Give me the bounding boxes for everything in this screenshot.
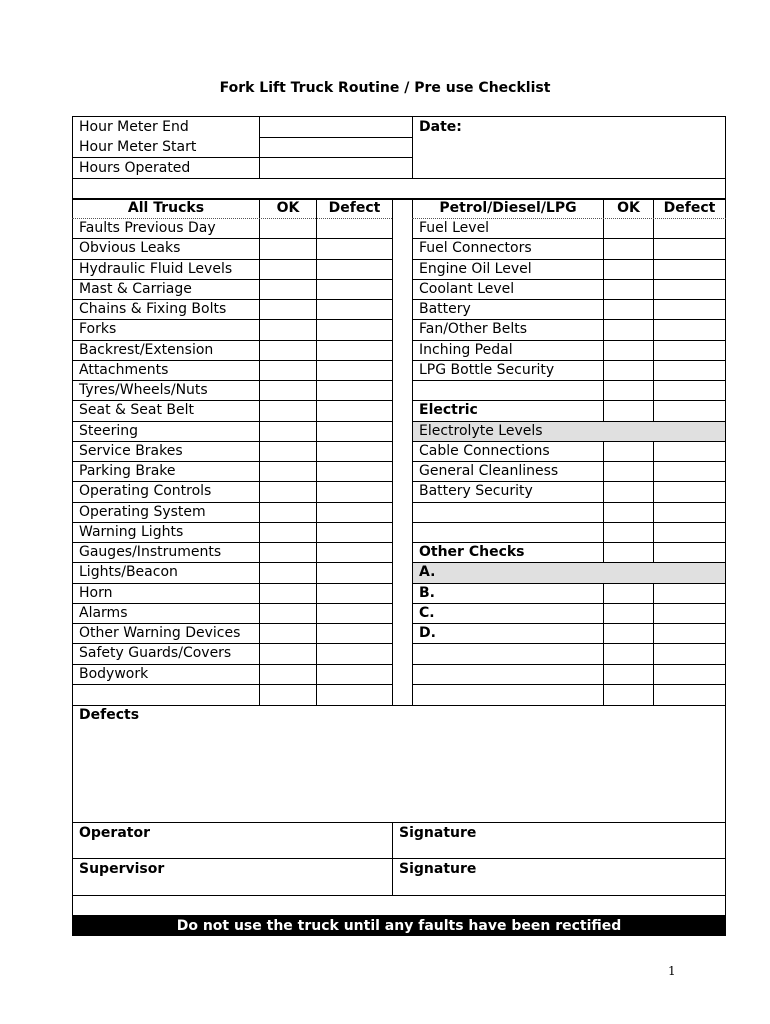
right-defect-cell[interactable] bbox=[654, 643, 725, 663]
all-trucks-defect-cell[interactable] bbox=[317, 522, 392, 542]
right-defect-cell[interactable] bbox=[654, 562, 725, 582]
all-trucks-item: Horn bbox=[79, 584, 113, 601]
right-ok-cell[interactable] bbox=[604, 299, 653, 319]
all-trucks-ok-cell[interactable] bbox=[260, 360, 316, 380]
right-ok-cell[interactable] bbox=[604, 319, 653, 339]
all-trucks-item: Faults Previous Day bbox=[79, 220, 216, 236]
all-trucks-defect-cell[interactable] bbox=[317, 218, 392, 238]
right-ok-cell[interactable] bbox=[604, 542, 653, 562]
all-trucks-item: Parking Brake bbox=[79, 463, 176, 479]
right-ok-cell[interactable] bbox=[604, 259, 653, 279]
other-check-item: A. bbox=[419, 564, 436, 581]
electric-item: Cable Connections bbox=[419, 442, 550, 459]
all-trucks-item: Steering bbox=[79, 422, 139, 439]
date-label: Date: bbox=[419, 119, 462, 135]
all-trucks-item: Seat & Seat Belt bbox=[79, 402, 195, 419]
all-trucks-item: Other Warning Devices bbox=[79, 625, 241, 641]
all-trucks-ok-cell[interactable] bbox=[260, 481, 316, 501]
right-ok-cell[interactable] bbox=[604, 400, 653, 420]
right-defect-cell[interactable] bbox=[654, 259, 725, 279]
right-defect-cell[interactable] bbox=[654, 279, 725, 299]
right-defect-cell[interactable] bbox=[654, 502, 725, 522]
right-ok-cell[interactable] bbox=[604, 238, 653, 258]
right-ok-cell[interactable] bbox=[604, 522, 653, 542]
all-trucks-defect-cell[interactable] bbox=[317, 340, 392, 360]
all-trucks-item: Attachments bbox=[79, 361, 169, 378]
all-trucks-item: Lights/Beacon bbox=[79, 564, 178, 581]
hour-meter-end-label: Hour Meter End bbox=[79, 119, 189, 135]
right-ok-cell[interactable] bbox=[604, 279, 653, 299]
all-trucks-ok-cell[interactable] bbox=[260, 421, 316, 441]
all-trucks-item: Warning Lights bbox=[79, 523, 184, 540]
all-trucks-item: Gauges/Instruments bbox=[79, 544, 222, 560]
all-trucks-defect-cell[interactable] bbox=[317, 400, 392, 420]
petrol-item: LPG Bottle Security bbox=[419, 361, 555, 378]
right-ok-cell[interactable] bbox=[604, 623, 653, 643]
other-check-item: C. bbox=[419, 604, 435, 621]
all-trucks-ok-cell[interactable] bbox=[260, 259, 316, 279]
right-defect-cell[interactable] bbox=[654, 481, 725, 501]
all-trucks-ok-cell[interactable] bbox=[260, 643, 316, 663]
petrol-item: Coolant Level bbox=[419, 280, 515, 297]
all-trucks-item: Bodywork bbox=[79, 665, 149, 682]
other-checks-header: Other Checks bbox=[419, 544, 525, 560]
right-ok-cell[interactable] bbox=[604, 421, 653, 441]
petrol-item: Fan/Other Belts bbox=[419, 321, 528, 338]
right-defect-cell[interactable] bbox=[654, 340, 725, 360]
all-trucks-defect-cell[interactable] bbox=[317, 562, 392, 582]
right-ok-cell[interactable] bbox=[604, 441, 653, 461]
all-trucks-ok-cell[interactable] bbox=[260, 400, 316, 420]
all-trucks-defect-cell[interactable] bbox=[317, 259, 392, 279]
all-trucks-defect-cell[interactable] bbox=[317, 481, 392, 501]
all-trucks-header: All Trucks bbox=[127, 200, 205, 216]
all-trucks-defect-cell[interactable] bbox=[317, 279, 392, 299]
electric-item: General Cleanliness bbox=[419, 463, 559, 479]
right-defect-cell[interactable] bbox=[654, 360, 725, 380]
operator-label: Operator bbox=[79, 825, 150, 841]
all-trucks-ok-cell[interactable] bbox=[260, 340, 316, 360]
date-field[interactable] bbox=[413, 137, 725, 177]
all-trucks-defect-cell[interactable] bbox=[317, 502, 392, 522]
electric-header: Electric bbox=[419, 402, 478, 419]
right-ok-cell[interactable] bbox=[604, 360, 653, 380]
hour-meter-end-field[interactable] bbox=[260, 117, 412, 137]
page-number: 1 bbox=[668, 964, 676, 978]
supervisor-label: Supervisor bbox=[79, 861, 165, 877]
all-trucks-ok-cell[interactable] bbox=[260, 461, 316, 481]
right-defect-cell[interactable] bbox=[654, 441, 725, 461]
all-trucks-defect-cell[interactable] bbox=[317, 623, 392, 643]
all-trucks-ok-cell[interactable] bbox=[260, 319, 316, 339]
right-defect-cell[interactable] bbox=[654, 664, 725, 684]
all-trucks-item: Backrest/Extension bbox=[79, 341, 214, 358]
petrol-item: Engine Oil Level bbox=[419, 260, 532, 277]
defects-label: Defects bbox=[79, 707, 140, 723]
electric-item: Battery Security bbox=[419, 483, 533, 500]
right-defect-cell[interactable] bbox=[654, 522, 725, 542]
right-ok-cell[interactable] bbox=[604, 502, 653, 522]
all-trucks-item: Forks bbox=[79, 321, 117, 338]
all-trucks-ok-cell[interactable] bbox=[260, 583, 316, 603]
right-ok-cell[interactable] bbox=[604, 481, 653, 501]
warning-banner: Do not use the truck until any faults have been rectified bbox=[72, 916, 726, 936]
right-defect-cell[interactable] bbox=[654, 623, 725, 643]
all-trucks-defect-cell[interactable] bbox=[317, 380, 392, 400]
petrol-header: Petrol/Diesel/LPG bbox=[439, 200, 577, 216]
hour-meter-start-label: Hour Meter Start bbox=[79, 139, 197, 155]
all-trucks-item: Service Brakes bbox=[79, 442, 183, 459]
all-trucks-ok-cell[interactable] bbox=[260, 542, 316, 562]
right-ok-cell[interactable] bbox=[604, 340, 653, 360]
all-trucks-defect-cell[interactable] bbox=[317, 664, 392, 684]
all-trucks-defect-cell[interactable] bbox=[317, 603, 392, 623]
all-trucks-defect-header: Defect bbox=[328, 200, 381, 216]
all-trucks-ok-header: OK bbox=[276, 200, 300, 216]
all-trucks-item: Chains & Fixing Bolts bbox=[79, 301, 227, 317]
all-trucks-item: Mast & Carriage bbox=[79, 280, 192, 297]
all-trucks-defect-cell[interactable] bbox=[317, 421, 392, 441]
petrol-item: Battery bbox=[419, 301, 471, 317]
all-trucks-defect-cell[interactable] bbox=[317, 542, 392, 562]
all-trucks-item: Operating Controls bbox=[79, 483, 212, 500]
right-defect-cell[interactable] bbox=[654, 400, 725, 420]
all-trucks-ok-cell[interactable] bbox=[260, 623, 316, 643]
hours-operated-label: Hours Operated bbox=[79, 160, 191, 176]
all-trucks-defect-cell[interactable] bbox=[317, 360, 392, 380]
supervisor-signature-label: Signature bbox=[399, 861, 477, 877]
right-ok-cell[interactable] bbox=[604, 461, 653, 481]
operator-signature-label: Signature bbox=[399, 825, 477, 841]
all-trucks-item: Safety Guards/Covers bbox=[79, 645, 232, 662]
right-defect-cell[interactable] bbox=[654, 380, 725, 400]
all-trucks-ok-cell[interactable] bbox=[260, 380, 316, 400]
all-trucks-item: Obvious Leaks bbox=[79, 240, 181, 257]
all-trucks-defect-cell[interactable] bbox=[317, 461, 392, 481]
right-defect-cell[interactable] bbox=[654, 583, 725, 603]
petrol-item: Fuel Level bbox=[419, 220, 490, 236]
all-trucks-defect-cell[interactable] bbox=[317, 684, 392, 704]
all-trucks-defect-cell[interactable] bbox=[317, 441, 392, 461]
all-trucks-ok-cell[interactable] bbox=[260, 218, 316, 238]
right-ok-cell[interactable] bbox=[604, 562, 653, 582]
all-trucks-defect-cell[interactable] bbox=[317, 643, 392, 663]
right-ok-cell[interactable] bbox=[604, 664, 653, 684]
right-defect-cell[interactable] bbox=[654, 461, 725, 481]
all-trucks-ok-cell[interactable] bbox=[260, 603, 316, 623]
all-trucks-ok-cell[interactable] bbox=[260, 522, 316, 542]
petrol-item: Inching Pedal bbox=[419, 341, 513, 358]
all-trucks-defect-cell[interactable] bbox=[317, 238, 392, 258]
all-trucks-defect-cell[interactable] bbox=[317, 319, 392, 339]
all-trucks-ok-cell[interactable] bbox=[260, 238, 316, 258]
other-check-item: D. bbox=[419, 625, 436, 641]
all-trucks-ok-cell[interactable] bbox=[260, 502, 316, 522]
defects-field[interactable] bbox=[73, 726, 725, 821]
right-defect-cell[interactable] bbox=[654, 319, 725, 339]
all-trucks-item: Hydraulic Fluid Levels bbox=[79, 260, 233, 277]
all-trucks-item: Tyres/Wheels/Nuts bbox=[79, 382, 208, 398]
all-trucks-ok-cell[interactable] bbox=[260, 299, 316, 319]
page-title: Fork Lift Truck Routine / Pre use Checklist bbox=[219, 80, 551, 96]
right-defect-cell[interactable] bbox=[654, 238, 725, 258]
all-trucks-ok-cell[interactable] bbox=[260, 684, 316, 704]
electric-item: Electrolyte Levels bbox=[419, 422, 543, 439]
all-trucks-item: Alarms bbox=[79, 604, 128, 621]
petrol-defect-header: Defect bbox=[663, 200, 716, 216]
right-defect-cell[interactable] bbox=[654, 218, 725, 238]
right-defect-cell[interactable] bbox=[654, 299, 725, 319]
petrol-ok-header: OK bbox=[617, 200, 640, 216]
petrol-item: Fuel Connectors bbox=[419, 240, 532, 257]
right-defect-cell[interactable] bbox=[654, 542, 725, 562]
right-ok-cell[interactable] bbox=[604, 583, 653, 603]
all-trucks-defect-cell[interactable] bbox=[317, 299, 392, 319]
right-ok-cell[interactable] bbox=[604, 218, 653, 238]
all-trucks-ok-cell[interactable] bbox=[260, 562, 316, 582]
right-ok-cell[interactable] bbox=[604, 380, 653, 400]
all-trucks-ok-cell[interactable] bbox=[260, 279, 316, 299]
other-check-item: B. bbox=[419, 584, 435, 601]
right-defect-cell[interactable] bbox=[654, 421, 725, 441]
right-ok-cell[interactable] bbox=[604, 603, 653, 623]
all-trucks-defect-cell[interactable] bbox=[317, 583, 392, 603]
all-trucks-ok-cell[interactable] bbox=[260, 664, 316, 684]
right-defect-cell[interactable] bbox=[654, 603, 725, 623]
hour-meter-start-field[interactable] bbox=[260, 138, 412, 157]
right-ok-cell[interactable] bbox=[604, 643, 653, 663]
all-trucks-ok-cell[interactable] bbox=[260, 441, 316, 461]
all-trucks-item: Operating System bbox=[79, 503, 206, 520]
